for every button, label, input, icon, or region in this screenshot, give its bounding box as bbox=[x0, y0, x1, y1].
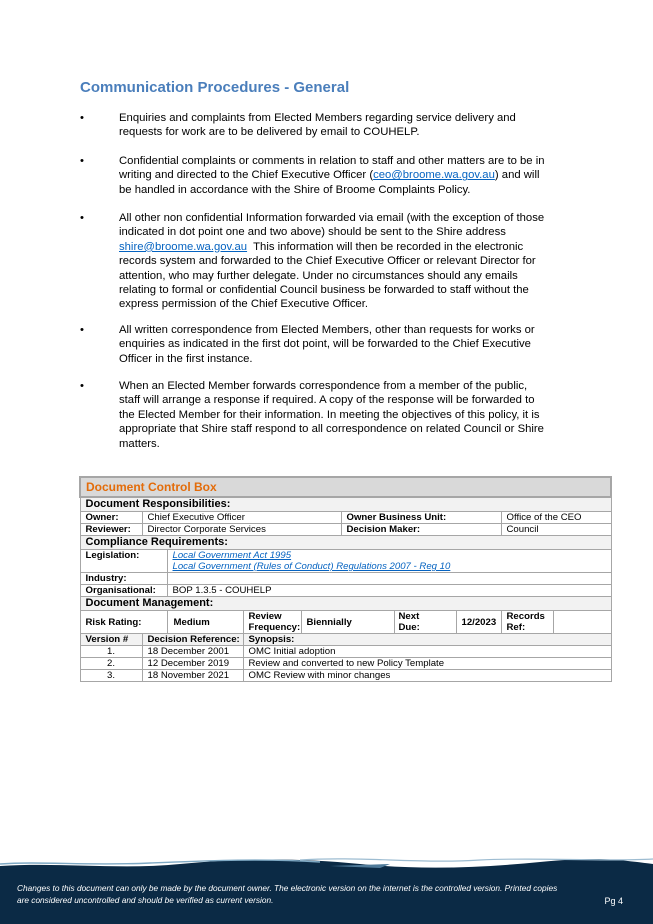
footer-disclaimer bbox=[17, 882, 577, 906]
list-item bbox=[80, 323, 535, 366]
dcb-title: Document Control Box bbox=[80, 477, 611, 497]
document-control-box bbox=[79, 476, 610, 682]
label-line: Review bbox=[248, 611, 282, 622]
decision-maker-value: Council bbox=[501, 524, 611, 536]
list-item-line: Confidential complaints or comments in relation to staff and other matters are to be in bbox=[119, 155, 545, 167]
decision-reference-header: Decision Reference: bbox=[142, 634, 243, 646]
list-item-line: be handled in accordance with the Shire of Broome Complaints Policy. bbox=[119, 183, 471, 196]
owner-value: Chief Executive Officer bbox=[142, 512, 341, 524]
decision-reference: 12 December 2019 bbox=[142, 658, 243, 670]
synopsis-header: Synopsis: bbox=[243, 634, 611, 646]
label-line: Frequency: bbox=[248, 622, 301, 633]
table-row bbox=[80, 646, 611, 658]
review-frequency-label bbox=[243, 611, 301, 634]
label-line: Records bbox=[506, 611, 545, 622]
legislation-link[interactable]: Local Government Act 1995 bbox=[172, 550, 292, 561]
risk-label: Risk Rating: bbox=[80, 611, 167, 634]
table-row bbox=[80, 550, 611, 573]
bullet-marker: • bbox=[80, 324, 84, 336]
shire-email-link[interactable]: shire@broome.wa.gov.au bbox=[119, 240, 248, 253]
text: writing and directed to the Chief Executive Officer ( bbox=[119, 169, 374, 182]
section-responsibilities: Document Responsibilities: bbox=[80, 497, 611, 512]
list-item bbox=[80, 379, 544, 451]
review-frequency-value: Biennially bbox=[301, 611, 394, 634]
legislation-value bbox=[167, 550, 611, 573]
table-row bbox=[80, 573, 611, 585]
reviewer-value: Director Corporate Services bbox=[142, 524, 341, 536]
label-line: Ref: bbox=[506, 622, 526, 633]
organisational-label: Organisational: bbox=[80, 585, 167, 597]
list-item-line: matters. bbox=[119, 437, 160, 450]
organisational-value: BOP 1.3.5 - COUHELP bbox=[167, 585, 611, 597]
list-item-line bbox=[119, 168, 545, 182]
disclaimer-line: are considered uncontrolled and should be verified as current version. bbox=[17, 895, 274, 905]
synopsis: OMC Initial adoption bbox=[243, 646, 611, 658]
table-row bbox=[80, 512, 611, 524]
section-management: Document Management: bbox=[80, 597, 611, 611]
risk-value: Medium bbox=[167, 611, 243, 634]
version-number: 3. bbox=[80, 670, 142, 682]
synopsis: OMC Review with minor changes bbox=[243, 670, 611, 682]
industry-label: Industry: bbox=[80, 573, 167, 585]
page-footer bbox=[0, 852, 653, 924]
synopsis: Review and converted to new Policy Template bbox=[243, 658, 611, 670]
industry-value bbox=[167, 573, 611, 585]
table-header-row bbox=[80, 634, 611, 646]
bullet-marker: • bbox=[80, 380, 84, 392]
list-item-line: attention, who may further delegate. Under no circumstances should any emails bbox=[119, 269, 518, 282]
list-item-line bbox=[119, 240, 544, 254]
text: This information will then be recorded in the electronic bbox=[247, 240, 524, 253]
version-header: Version # bbox=[80, 634, 142, 646]
owner-unit-value: Office of the CEO bbox=[501, 512, 611, 524]
decision-maker-label: Decision Maker: bbox=[341, 524, 501, 536]
legislation-link[interactable]: Local Government (Rules of Conduct) Regulations 2007 - Reg 10 bbox=[172, 561, 451, 572]
decision-reference: 18 November 2021 bbox=[142, 670, 243, 682]
list-item-line: All written correspondence from Elected Members, other than requests for works or bbox=[119, 324, 535, 336]
table-row bbox=[80, 670, 611, 682]
bullet-marker: • bbox=[80, 212, 84, 224]
next-due-value: 12/2023 bbox=[456, 611, 501, 634]
owner-unit-label: Owner Business Unit: bbox=[341, 512, 501, 524]
disclaimer-line: Changes to this document can only be made by the document owner. The electronic version on the internet is the controlled version. Printed copies bbox=[17, 883, 558, 893]
records-ref-value bbox=[553, 611, 611, 634]
table-row bbox=[80, 585, 611, 597]
legislation-label: Legislation: bbox=[80, 550, 167, 573]
next-due-label bbox=[394, 611, 456, 634]
table-row bbox=[80, 524, 611, 536]
owner-label: Owner: bbox=[80, 512, 142, 524]
section-compliance: Compliance Requirements: bbox=[80, 536, 611, 550]
page-number: Pg 4 bbox=[604, 896, 623, 906]
section-heading: Communication Procedures - General bbox=[80, 79, 350, 96]
list-item bbox=[80, 111, 516, 140]
list-item-line: records system and forwarded to the Chief Executive Officer or relevant Director for bbox=[119, 255, 536, 268]
list-item-line: the Elected Member for their information. In meeting the objectives of this policy, it is bbox=[119, 408, 540, 421]
list-item-line: staff will arrange a response if required. A copy of the response will be forwarded to bbox=[119, 394, 535, 407]
list-item-line: requests for work are to be delivered by email to COUHELP. bbox=[119, 126, 420, 139]
list-item-line: Enquiries and complaints from Elected Members regarding service delivery and bbox=[119, 112, 516, 124]
list-item-line: indicated in dot point one and two above) should be sent to the Shire address bbox=[119, 226, 506, 239]
reviewer-label: Reviewer: bbox=[80, 524, 142, 536]
version-number: 2. bbox=[80, 658, 142, 670]
text: ) and will bbox=[494, 169, 540, 182]
decision-reference: 18 December 2001 bbox=[142, 646, 243, 658]
list-item bbox=[80, 211, 544, 312]
list-item bbox=[80, 154, 545, 197]
bullet-marker: • bbox=[80, 155, 84, 167]
list-item-line: express permission of the Chief Executive Officer. bbox=[119, 298, 369, 311]
ceo-email-link[interactable]: ceo@broome.wa.gov.au bbox=[373, 169, 495, 182]
list-item-line: Officer in the first instance. bbox=[119, 352, 253, 365]
table-row bbox=[80, 658, 611, 670]
list-item-line: enquiries as indicated in the first dot point, will be forwarded to the Chief Executive bbox=[119, 338, 531, 351]
list-item-line: All other non confidential Information forwarded via email (with the exception of those bbox=[119, 212, 545, 224]
bullet-marker: • bbox=[80, 112, 84, 124]
list-item-line: When an Elected Member forwards correspondence from a member of the public, bbox=[119, 380, 528, 392]
label-line: Due: bbox=[398, 622, 420, 633]
records-ref-label bbox=[501, 611, 553, 634]
list-item-line: appropriate that Shire staff respond to all correspondence on related Council or Shire bbox=[119, 423, 544, 436]
version-number: 1. bbox=[80, 646, 142, 658]
list-item-line: relating to formal or confidential Council business be forwarded to staff without the bbox=[119, 284, 529, 297]
table-row bbox=[80, 611, 611, 634]
label-line: Next bbox=[398, 611, 420, 622]
